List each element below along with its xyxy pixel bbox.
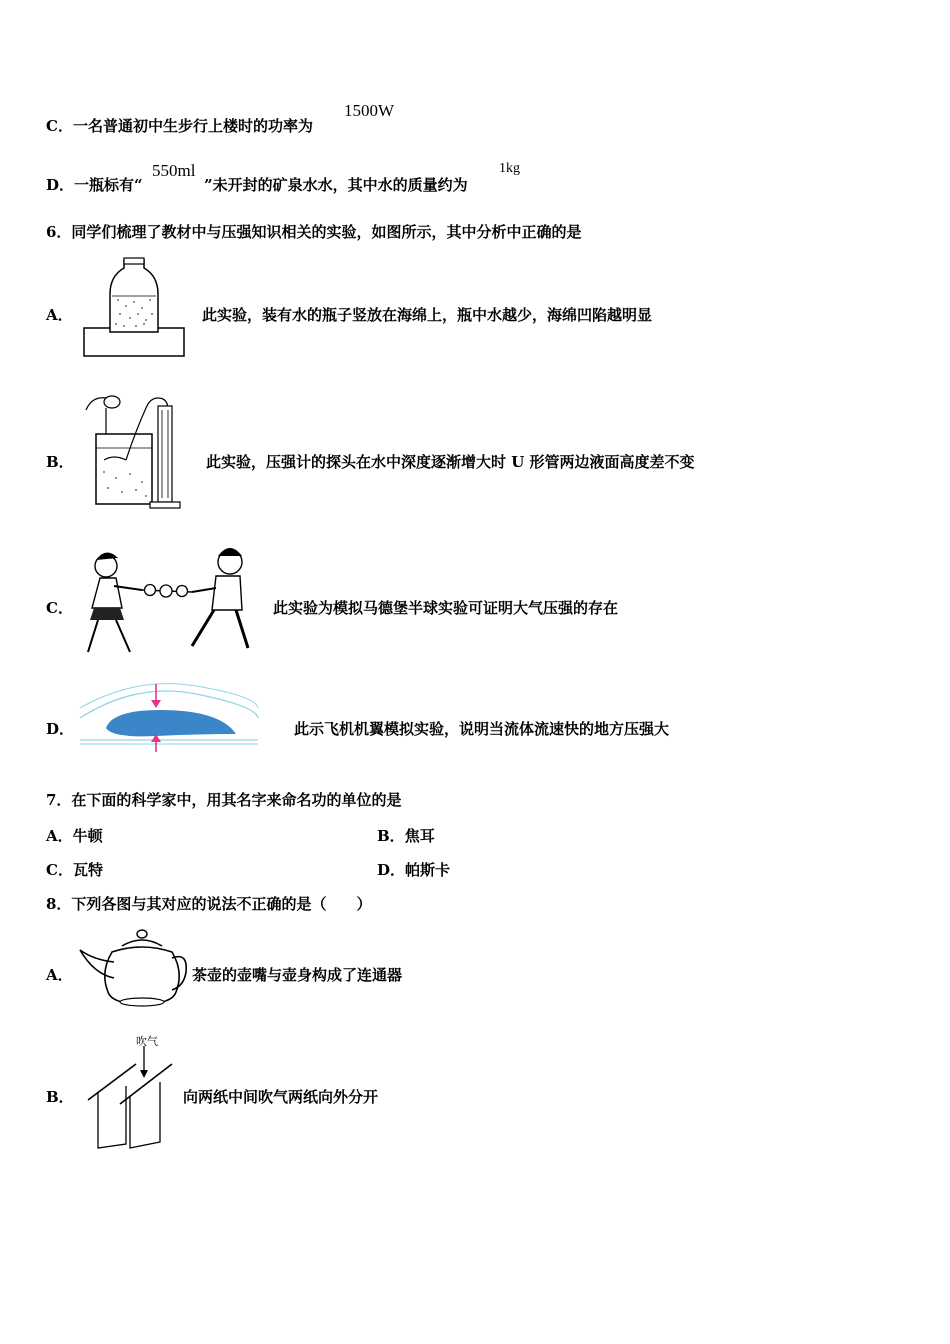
- q7-option-d-text: 帕斯卡: [405, 861, 451, 879]
- q7-option-a: [46, 825, 103, 846]
- q7-option-b: [377, 825, 435, 846]
- q5-option-c-label: C．: [46, 117, 73, 135]
- q5-option-d-value2: 1kg: [499, 161, 520, 176]
- blow-label: 吹气: [136, 1035, 158, 1048]
- q6-option-b-label: B．: [46, 453, 74, 471]
- pressure-gauge-figure: [78, 388, 182, 512]
- q6-option-d-label: D．: [46, 720, 75, 738]
- q8-stem: 8．下列各图与其对应的说法不正确的是（ ）: [46, 895, 372, 913]
- q6-option-a-label: A．: [46, 306, 73, 324]
- q7-stem: 7．在下面的科学家中，用其名字来命名功的单位的是: [46, 791, 402, 809]
- airfoil-flow-figure: [76, 680, 262, 756]
- q6-option-c-label: C．: [46, 599, 73, 617]
- q5-option-c-value: 1500W: [344, 101, 395, 120]
- q8-option-b-label: B．: [46, 1088, 74, 1106]
- q7-option-b-text: 焦耳: [404, 827, 435, 845]
- q5-option-d-text-mid: ”未开封的矿泉水水，其中水的质量约为: [204, 176, 468, 194]
- q7-option-d-label: D．: [377, 861, 406, 879]
- q7-option-d: [377, 859, 450, 880]
- magdeburg-tug-figure: [80, 540, 256, 658]
- q5-option-d-value1: 550ml: [152, 161, 196, 180]
- q8-option-a-label: A．: [46, 966, 73, 984]
- q6-option-c-text: 此实验为模拟马德堡半球实验可证明大气压强的存在: [273, 599, 619, 617]
- q7-option-c-text: 瓦特: [72, 861, 103, 879]
- bottle-on-sponge-figure: [80, 256, 190, 360]
- q8-option-a-text: 茶壶的壶嘴与壶身构成了连通器: [192, 966, 403, 984]
- q7-option-a-label: A．: [46, 827, 73, 845]
- q5-option-d-text-pre: 一瓶标有“: [74, 176, 143, 194]
- q7-option-c-label: C．: [46, 861, 73, 879]
- two-papers-figure: [84, 1046, 180, 1152]
- q5-option-d: [46, 174, 143, 195]
- q5-option-c-text: 一名普通初中生步行上楼时的功率为: [72, 117, 313, 135]
- q8-option-b-text: 向两纸中间吹气两纸向外分开: [183, 1088, 379, 1106]
- q6-option-a-text: 此实验，装有水的瓶子竖放在海绵上，瓶中水越少，海绵凹陷越明显: [202, 306, 653, 324]
- q7-option-a-text: 牛顿: [72, 827, 103, 845]
- q7-option-c: [46, 859, 103, 880]
- q5-option-c: [46, 115, 313, 136]
- q7-option-b-label: B．: [377, 827, 405, 845]
- q6-option-d-text: 此示飞机机翼模拟实验，说明当流体流速快的地方压强大: [294, 720, 670, 738]
- q6-stem: 6．同学们梳理了教材中与压强知识相关的实验，如图所示，其中分析中正确的是: [46, 223, 582, 241]
- q6-option-b-text: 此实验，压强计的探头在水中深度逐渐增大时 U 形管两边液面高度差不变: [206, 453, 695, 471]
- teapot-figure: [78, 928, 190, 1008]
- q5-option-d-label: D．: [46, 176, 75, 194]
